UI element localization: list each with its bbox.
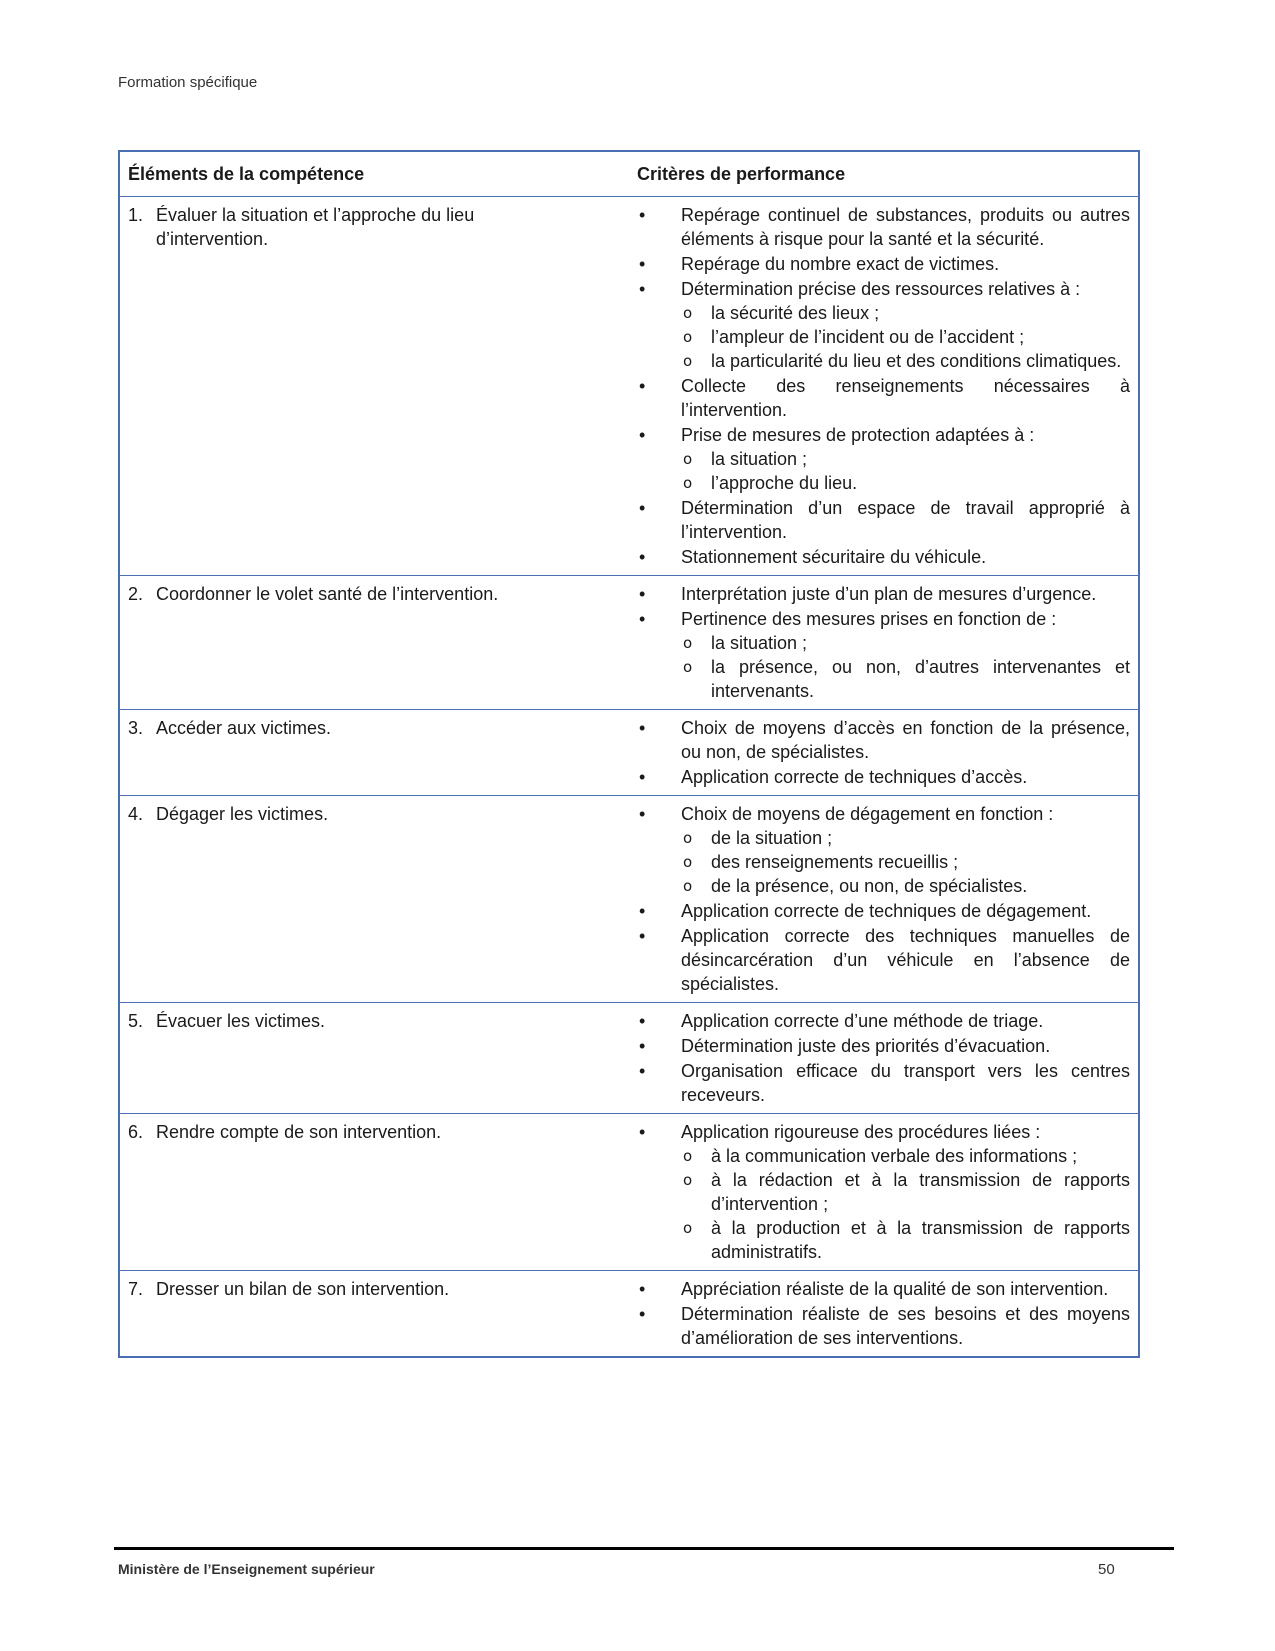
column-header-criteria: Critères de performance (629, 151, 1139, 197)
circle-bullet-icon: o (683, 304, 693, 322)
criterion-text: Pertinence des mesures prises en fonction de : (681, 609, 1057, 629)
competence-element (128, 802, 621, 826)
sub-criterion-item (681, 826, 1130, 850)
criteria-cell (629, 1114, 1139, 1271)
bullet-icon: • (639, 804, 646, 824)
bullet-icon: • (639, 1011, 646, 1031)
criterion-item (637, 1009, 1130, 1033)
bullet-icon: • (639, 547, 646, 567)
competence-element (128, 1277, 621, 1301)
table-row (119, 796, 1139, 1003)
sub-criterion-text: de la présence, ou non, de spécialistes. (711, 876, 1028, 896)
element-cell (119, 1114, 629, 1271)
sub-criteria-list (681, 631, 1130, 703)
sub-criterion-text: des renseignements recueillis ; (711, 852, 959, 872)
element-number: 1. (128, 205, 144, 225)
bullet-icon: • (639, 254, 646, 274)
criterion-text: Stationnement sécuritaire du véhicule. (681, 547, 987, 567)
table-row (119, 1003, 1139, 1114)
element-text: Évacuer les victimes. (156, 1011, 326, 1031)
criterion-item (637, 1120, 1130, 1264)
criteria-list (637, 582, 1130, 703)
table-row (119, 710, 1139, 796)
circle-bullet-icon: o (683, 1147, 693, 1165)
sub-criterion-item (681, 1216, 1130, 1264)
element-text: Coordonner le volet santé de l’intervention. (156, 584, 499, 604)
circle-bullet-icon: o (683, 1171, 693, 1189)
element-number: 2. (128, 584, 144, 604)
element-cell (119, 197, 629, 576)
criterion-text: Application correcte des techniques manuelles de désincarcération d’un véhicule en l’absence de spécialistes. (681, 926, 1130, 994)
bullet-icon: • (639, 1036, 646, 1056)
criteria-list (637, 1120, 1130, 1264)
table-body (119, 197, 1139, 1358)
bullet-icon: • (639, 498, 646, 518)
sub-criterion-text: à la production et à la transmission de rapports administratifs. (711, 1218, 1130, 1262)
circle-bullet-icon: o (683, 474, 693, 492)
criteria-cell (629, 576, 1139, 710)
bullet-icon: • (639, 279, 646, 299)
element-number: 4. (128, 804, 144, 824)
sub-criterion-item (681, 1168, 1130, 1216)
bullet-icon: • (639, 1061, 646, 1081)
criterion-item (637, 1302, 1130, 1350)
page-number: 50 (1098, 1561, 1115, 1578)
sub-criterion-item (681, 655, 1130, 703)
criterion-text: Application correcte de techniques de dégagement. (681, 901, 1092, 921)
element-cell (119, 1003, 629, 1114)
criterion-item (637, 374, 1130, 422)
sub-criterion-item (681, 349, 1130, 373)
criteria-list (637, 1277, 1130, 1350)
criterion-item (637, 924, 1130, 996)
criterion-item (637, 496, 1130, 544)
element-number: 7. (128, 1279, 144, 1299)
criteria-cell (629, 197, 1139, 576)
competence-element (128, 716, 621, 740)
criteria-cell (629, 1003, 1139, 1114)
sub-criterion-text: la présence, ou non, d’autres intervenantes et intervenants. (711, 657, 1130, 701)
criterion-item (637, 1034, 1130, 1058)
competence-element (128, 582, 621, 606)
bullet-icon: • (639, 609, 646, 629)
element-cell (119, 796, 629, 1003)
circle-bullet-icon: o (683, 829, 693, 847)
circle-bullet-icon: o (683, 450, 693, 468)
table-row (119, 1271, 1139, 1358)
criterion-text: Application correcte de techniques d’accès. (681, 767, 1028, 787)
sub-criterion-text: la situation ; (711, 449, 808, 469)
circle-bullet-icon: o (683, 853, 693, 871)
criterion-text: Prise de mesures de protection adaptées à : (681, 425, 1035, 445)
criterion-item (637, 277, 1130, 373)
page-header-title: Formation spécifique (118, 74, 258, 91)
sub-criterion-text: de la situation ; (711, 828, 833, 848)
sub-criterion-item (681, 874, 1130, 898)
criteria-list (637, 802, 1130, 996)
criterion-text: Interprétation juste d’un plan de mesures d’urgence. (681, 584, 1097, 604)
criterion-item (637, 252, 1130, 276)
element-text: Rendre compte de son intervention. (156, 1122, 442, 1142)
sub-criterion-text: la sécurité des lieux ; (711, 303, 880, 323)
criterion-item (637, 203, 1130, 251)
criterion-text: Appréciation réaliste de la qualité de son intervention. (681, 1279, 1109, 1299)
bullet-icon: • (639, 926, 646, 946)
element-cell (119, 710, 629, 796)
bullet-icon: • (639, 1122, 646, 1142)
circle-bullet-icon: o (683, 877, 693, 895)
sub-criterion-text: l’approche du lieu. (711, 473, 858, 493)
criteria-cell (629, 710, 1139, 796)
criterion-text: Choix de moyens de dégagement en fonction : (681, 804, 1054, 824)
sub-criterion-text: l’ampleur de l’incident ou de l’accident ; (711, 327, 1025, 347)
element-number: 6. (128, 1122, 144, 1142)
column-header-elements: Éléments de la compétence (119, 151, 629, 197)
criterion-item (637, 716, 1130, 764)
competence-element (128, 203, 621, 251)
criterion-text: Détermination d’un espace de travail approprié à l’intervention. (681, 498, 1130, 542)
criterion-item (637, 545, 1130, 569)
criteria-cell (629, 796, 1139, 1003)
bullet-icon: • (639, 1279, 646, 1299)
table-header-row (119, 151, 1139, 197)
sub-criterion-text: à la rédaction et à la transmission de rapports d’intervention ; (711, 1170, 1130, 1214)
footer-divider (114, 1547, 1174, 1550)
criterion-text: Application correcte d’une méthode de triage. (681, 1011, 1044, 1031)
sub-criterion-item (681, 301, 1130, 325)
table-row (119, 1114, 1139, 1271)
criterion-text: Détermination précise des ressources relatives à : (681, 279, 1081, 299)
criterion-item (637, 423, 1130, 495)
competence-element (128, 1009, 621, 1033)
circle-bullet-icon: o (683, 658, 693, 676)
circle-bullet-icon: o (683, 1219, 693, 1237)
element-text: Accéder aux victimes. (156, 718, 332, 738)
circle-bullet-icon: o (683, 328, 693, 346)
criterion-text: Choix de moyens d’accès en fonction de la présence, ou non, de spécialistes. (681, 718, 1130, 762)
criterion-text: Application rigoureuse des procédures liées : (681, 1122, 1041, 1142)
criterion-item (637, 607, 1130, 703)
bullet-icon: • (639, 718, 646, 738)
competence-element (128, 1120, 621, 1144)
element-cell (119, 576, 629, 710)
sub-criteria-list (681, 301, 1130, 373)
sub-criterion-item (681, 471, 1130, 495)
sub-criterion-item (681, 325, 1130, 349)
criterion-item (637, 802, 1130, 898)
bullet-icon: • (639, 584, 646, 604)
sub-criterion-text: la particularité du lieu et des conditions climatiques. (711, 351, 1122, 371)
element-text: Évaluer la situation et l’approche du lieu d’intervention. (156, 205, 475, 249)
bullet-icon: • (639, 901, 646, 921)
element-number: 5. (128, 1011, 144, 1031)
criterion-item (637, 1277, 1130, 1301)
sub-criteria-list (681, 826, 1130, 898)
sub-criterion-item (681, 631, 1130, 655)
criterion-item (637, 1059, 1130, 1107)
sub-criterion-text: la situation ; (711, 633, 808, 653)
criterion-text: Détermination juste des priorités d’évacuation. (681, 1036, 1051, 1056)
bullet-icon: • (639, 767, 646, 787)
criterion-text: Organisation efficace du transport vers les centres receveurs. (681, 1061, 1130, 1105)
table-row (119, 576, 1139, 710)
element-number: 3. (128, 718, 144, 738)
criteria-list (637, 1009, 1130, 1107)
bullet-icon: • (639, 205, 646, 225)
circle-bullet-icon: o (683, 634, 693, 652)
criteria-cell (629, 1271, 1139, 1358)
sub-criterion-item (681, 447, 1130, 471)
criterion-item (637, 765, 1130, 789)
bullet-icon: • (639, 376, 646, 396)
footer-ministry: Ministère de l’Enseignement supérieur (118, 1561, 375, 1577)
criteria-list (637, 203, 1130, 569)
bullet-icon: • (639, 425, 646, 445)
sub-criterion-item (681, 1144, 1130, 1168)
sub-criterion-item (681, 850, 1130, 874)
bullet-icon: • (639, 1304, 646, 1324)
sub-criteria-list (681, 1144, 1130, 1264)
criteria-list (637, 716, 1130, 789)
table-row (119, 197, 1139, 576)
criterion-item (637, 582, 1130, 606)
criterion-text: Détermination réaliste de ses besoins et des moyens d’amélioration de ses interventions. (681, 1304, 1130, 1348)
criterion-text: Repérage du nombre exact de victimes. (681, 254, 1000, 274)
criterion-text: Collecte des renseignements nécessaires à l’intervention. (681, 376, 1130, 420)
criterion-text: Repérage continuel de substances, produits ou autres éléments à risque pour la santé et la sécurité. (681, 205, 1130, 249)
competence-table (118, 150, 1140, 1358)
element-cell (119, 1271, 629, 1358)
circle-bullet-icon: o (683, 352, 693, 370)
sub-criteria-list (681, 447, 1130, 495)
criterion-item (637, 899, 1130, 923)
element-text: Dresser un bilan de son intervention. (156, 1279, 450, 1299)
element-text: Dégager les victimes. (156, 804, 329, 824)
sub-criterion-text: à la communication verbale des informations ; (711, 1146, 1078, 1166)
